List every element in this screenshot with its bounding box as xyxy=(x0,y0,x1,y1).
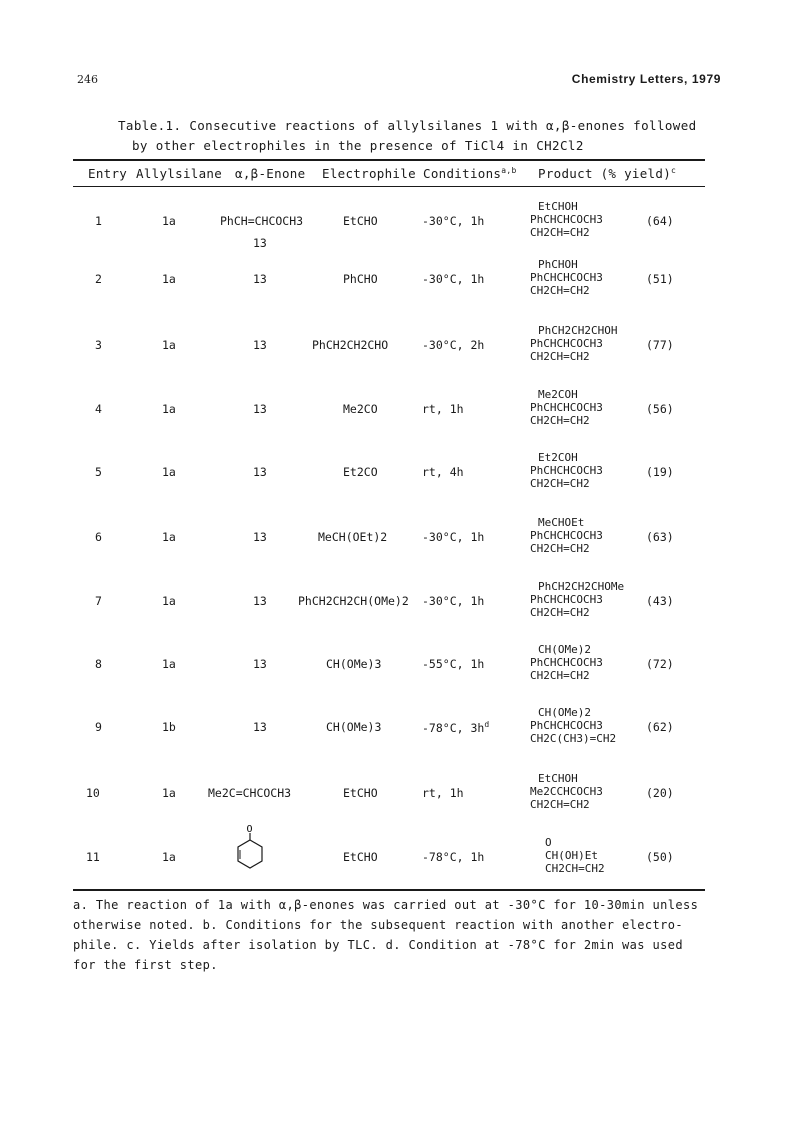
conditions-text xyxy=(422,657,484,671)
product-line: PhCHOH xyxy=(538,258,578,271)
conditions-value: -30°C, 1h xyxy=(422,594,485,608)
product-line: PhCHCHCOCH3 xyxy=(530,271,603,284)
enone-formula: 13 xyxy=(253,338,267,352)
electrophile-formula: PhCH2CH2CHO xyxy=(312,338,389,352)
conditions-text xyxy=(422,338,484,352)
conditions-text xyxy=(422,214,484,228)
conditions-text xyxy=(422,530,484,544)
product-yield: (64) xyxy=(646,214,674,228)
table-caption xyxy=(118,116,698,156)
product-line: PhCH2CH2CHOMe xyxy=(538,580,625,593)
header-product: Product (% yield)$^c$ xyxy=(538,166,677,182)
footnote-line: otherwise noted. b. Conditions for the subsequent reaction with another electro- xyxy=(73,918,683,932)
product-line: CH2CH=CH2 xyxy=(530,606,590,619)
conditions-value: rt, 4h xyxy=(422,465,464,479)
conditions-value: -55°C, 1h xyxy=(422,657,485,671)
electrophile-formula: Et2CO xyxy=(343,465,378,479)
entry-number: 11 xyxy=(86,850,100,864)
journal-header: Chemistry Letters, 1979 xyxy=(571,72,721,86)
entry-number: 8 xyxy=(95,657,102,671)
enone-formula: 13 xyxy=(253,720,267,734)
page-number: 246 xyxy=(77,73,98,86)
product-structure xyxy=(530,324,617,363)
product-structure xyxy=(530,580,624,619)
header-electrophile: Electrophile xyxy=(322,166,416,181)
electrophile-formula: EtCHO xyxy=(343,214,378,228)
electrophile-formula: Me2CO xyxy=(343,402,378,416)
conditions-text xyxy=(422,402,464,416)
conditions-value: -30°C, 1h xyxy=(422,214,485,228)
product-line: CH(OH)Et xyxy=(545,849,598,862)
product-line: PhCHCHCOCH3 xyxy=(530,593,603,606)
product-line: CH2CH=CH2 xyxy=(530,350,590,363)
enone-formula: 13 xyxy=(253,272,267,286)
product-yield: (56) xyxy=(646,402,674,416)
allylsilane-label: 1a xyxy=(162,657,176,671)
conditions-value: -30°C, 1h xyxy=(422,272,485,286)
allylsilane-label: 1a xyxy=(162,594,176,608)
allylsilane-label: 1a xyxy=(162,338,176,352)
product-structure xyxy=(545,836,605,875)
allylsilane-label: 1b xyxy=(162,720,176,734)
enone-formula: 13 xyxy=(253,657,267,671)
product-yield: (72) xyxy=(646,657,674,671)
product-line: O xyxy=(545,836,552,849)
product-line: PhCHCHCOCH3 xyxy=(530,337,603,350)
enone-formula: PhCH=CHCOCH3 xyxy=(220,214,304,228)
product-yield: (20) xyxy=(646,786,674,800)
product-line: PhCH2CH2CHOH xyxy=(538,324,618,337)
entry-number: 2 xyxy=(95,272,102,286)
product-line: CH2C(CH3)=CH2 xyxy=(530,732,617,745)
product-yield: (63) xyxy=(646,530,674,544)
conditions-value: rt, 1h xyxy=(422,402,464,416)
allylsilane-label: 1a xyxy=(162,402,176,416)
conditions-text xyxy=(422,720,489,735)
cyclohexenone-structure xyxy=(230,824,270,874)
electrophile-formula: PhCH2CH2CH(OMe)2 xyxy=(298,594,409,608)
product-structure xyxy=(530,516,603,555)
product-line: PhCHCHCOCH3 xyxy=(530,401,603,414)
product-line: MeCHOEt xyxy=(538,516,585,529)
conditions-text xyxy=(422,465,464,479)
table-bottom-rule xyxy=(73,889,705,891)
product-yield: (19) xyxy=(646,465,674,479)
product-line: CH2CH=CH2 xyxy=(530,798,590,811)
conditions-text xyxy=(422,850,484,864)
product-line: CH2CH=CH2 xyxy=(530,284,590,297)
caption-line-1: Table.1. Consecutive reactions of allylsilanes 1 with α,β-enones followed xyxy=(118,118,697,133)
enone-formula: Me2C=CHCOCH3 xyxy=(208,786,292,800)
product-line: CH(OMe)2 xyxy=(538,706,591,719)
allylsilane-label: 1a xyxy=(162,850,176,864)
header-entry: Entry xyxy=(88,166,128,181)
electrophile-formula: CH(OMe)3 xyxy=(326,657,382,671)
product-line: PhCHCHCOCH3 xyxy=(530,213,603,226)
allylsilane-label: 1a xyxy=(162,786,176,800)
product-structure xyxy=(530,200,603,239)
enone-formula: 13 xyxy=(253,402,267,416)
product-yield: (62) xyxy=(646,720,674,734)
product-structure xyxy=(530,706,616,745)
header-enone: α,β-Enone xyxy=(235,166,306,181)
conditions-value: -78°C, 3h xyxy=(422,720,485,735)
electrophile-formula: EtCHO xyxy=(343,786,378,800)
footnote-line: a. The reaction of 1a with α,β-enones was carried out at -30°C for 10-30min unless xyxy=(73,898,699,912)
product-yield: (77) xyxy=(646,338,674,352)
electrophile-formula: EtCHO xyxy=(343,850,378,864)
entry-number: 4 xyxy=(95,402,102,416)
electrophile-formula: CH(OMe)3 xyxy=(326,720,382,734)
allylsilane-label: 1a xyxy=(162,214,176,228)
product-structure xyxy=(530,451,603,490)
entry-number: 5 xyxy=(95,465,102,479)
entry-number: 3 xyxy=(95,338,102,352)
product-structure xyxy=(530,772,603,811)
conditions-text xyxy=(422,272,484,286)
entry-number: 10 xyxy=(86,786,100,800)
product-yield: (50) xyxy=(646,850,674,864)
conditions-value: -30°C, 1h xyxy=(422,530,485,544)
product-line: CH2CH=CH2 xyxy=(530,414,590,427)
product-line: CH2CH=CH2 xyxy=(530,226,590,239)
allylsilane-label: 1a xyxy=(162,465,176,479)
entry-number: 1 xyxy=(95,214,102,228)
footnotes xyxy=(73,895,713,975)
conditions-value: -78°C, 1h xyxy=(422,850,485,864)
product-yield: (51) xyxy=(646,272,674,286)
footnote-line: for the first step. xyxy=(73,958,218,972)
electrophile-formula: MeCH(OEt)2 xyxy=(318,530,388,544)
product-line: CH2CH=CH2 xyxy=(530,542,590,555)
conditions-footnote-mark: d xyxy=(484,720,490,729)
allylsilane-label: 1a xyxy=(162,272,176,286)
product-line: Me2CCHCOCH3 xyxy=(530,785,603,798)
product-line: CH2CH=CH2 xyxy=(545,862,605,875)
product-line: EtCHOH xyxy=(538,772,578,785)
product-line: EtCHOH xyxy=(538,200,578,213)
product-line: Et2COH xyxy=(538,451,578,464)
table-top-rule xyxy=(73,159,705,161)
product-structure xyxy=(530,643,603,682)
product-line: CH2CH=CH2 xyxy=(530,669,590,682)
conditions-value: rt, 1h xyxy=(422,786,464,800)
product-line: CH(OMe)2 xyxy=(538,643,591,656)
product-line: PhCHCHCOCH3 xyxy=(530,464,603,477)
electrophile-formula: PhCHO xyxy=(343,272,378,286)
product-line: CH2CH=CH2 xyxy=(530,477,590,490)
allylsilane-label: 1a xyxy=(162,530,176,544)
entry-number: 9 xyxy=(95,720,102,734)
entry-number: 6 xyxy=(95,530,102,544)
product-line: PhCHCHCOCH3 xyxy=(530,719,603,732)
header-allylsilane: Allylsilane xyxy=(136,166,223,181)
enone-reference: 13 xyxy=(253,236,267,250)
conditions-text xyxy=(422,786,464,800)
product-line: Me2COH xyxy=(538,388,578,401)
product-line: PhCHCHCOCH3 xyxy=(530,529,603,542)
caption-line-2: by other electrophiles in the presence of TiCl4 in CH2Cl2 xyxy=(132,138,584,153)
table-header-rule xyxy=(73,186,705,187)
enone-formula: 13 xyxy=(253,465,267,479)
footnote-line: phile. c. Yields after isolation by TLC. d. Condition at -78°C for 2min was used xyxy=(73,938,683,952)
product-structure xyxy=(530,258,603,297)
enone-formula: 13 xyxy=(253,594,267,608)
conditions-value: -30°C, 2h xyxy=(422,338,485,352)
enone-formula: 13 xyxy=(253,530,267,544)
carbonyl-label: O xyxy=(246,824,253,835)
product-yield: (43) xyxy=(646,594,674,608)
header-conditions: Conditions$^{a,b}$ xyxy=(423,166,517,182)
entry-number: 7 xyxy=(95,594,102,608)
product-structure xyxy=(530,388,603,427)
conditions-text xyxy=(422,594,484,608)
product-line: PhCHCHCOCH3 xyxy=(530,656,603,669)
